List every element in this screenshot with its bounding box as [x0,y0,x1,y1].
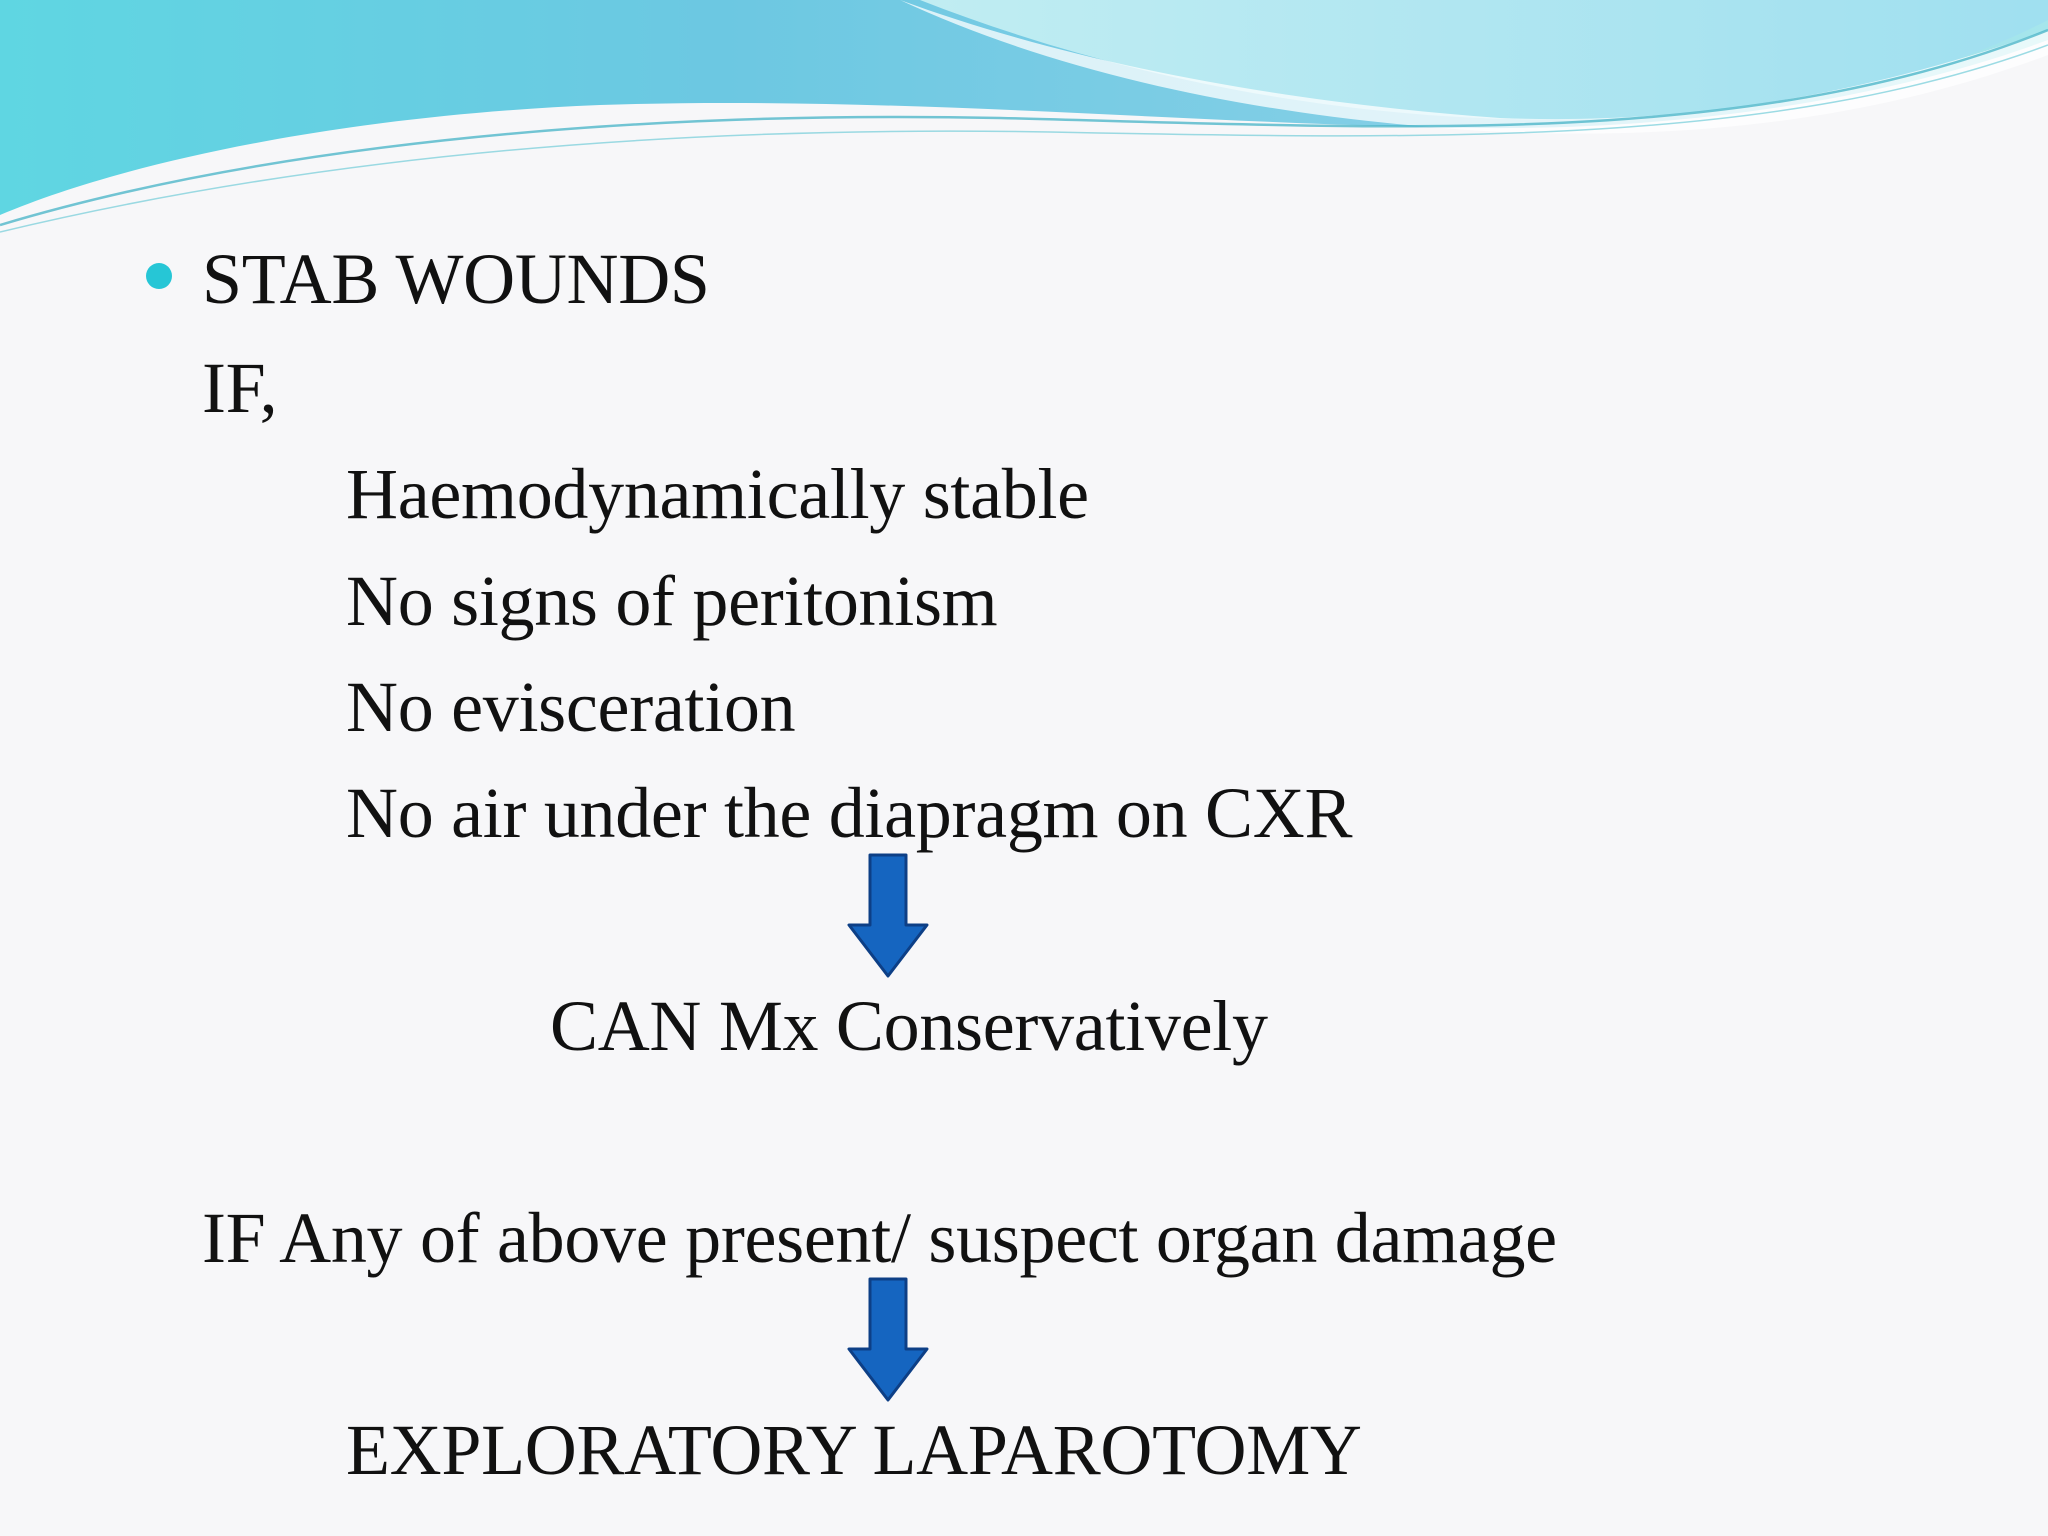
bullet-dot-icon [146,263,172,289]
wave-header-decoration [0,0,2048,240]
down-arrow-icon [846,853,930,979]
condition-item: No air under the diapragm on CXR [346,773,1353,853]
alternative-condition: IF Any of above present/ suspect organ damage [202,1198,1557,1278]
condition-item: Haemodynamically stable [346,454,1089,534]
heading: STAB WOUNDS [202,239,710,319]
condition-item: No signs of peritonism [346,561,998,641]
condition-item: No evisceration [346,667,796,747]
conservative-outcome: CAN Mx Conservatively [550,986,1268,1066]
down-arrow-icon [846,1277,930,1403]
condition-intro: IF, [202,348,278,428]
surgical-outcome: EXPLORATORY LAPAROTOMY [346,1410,1362,1490]
